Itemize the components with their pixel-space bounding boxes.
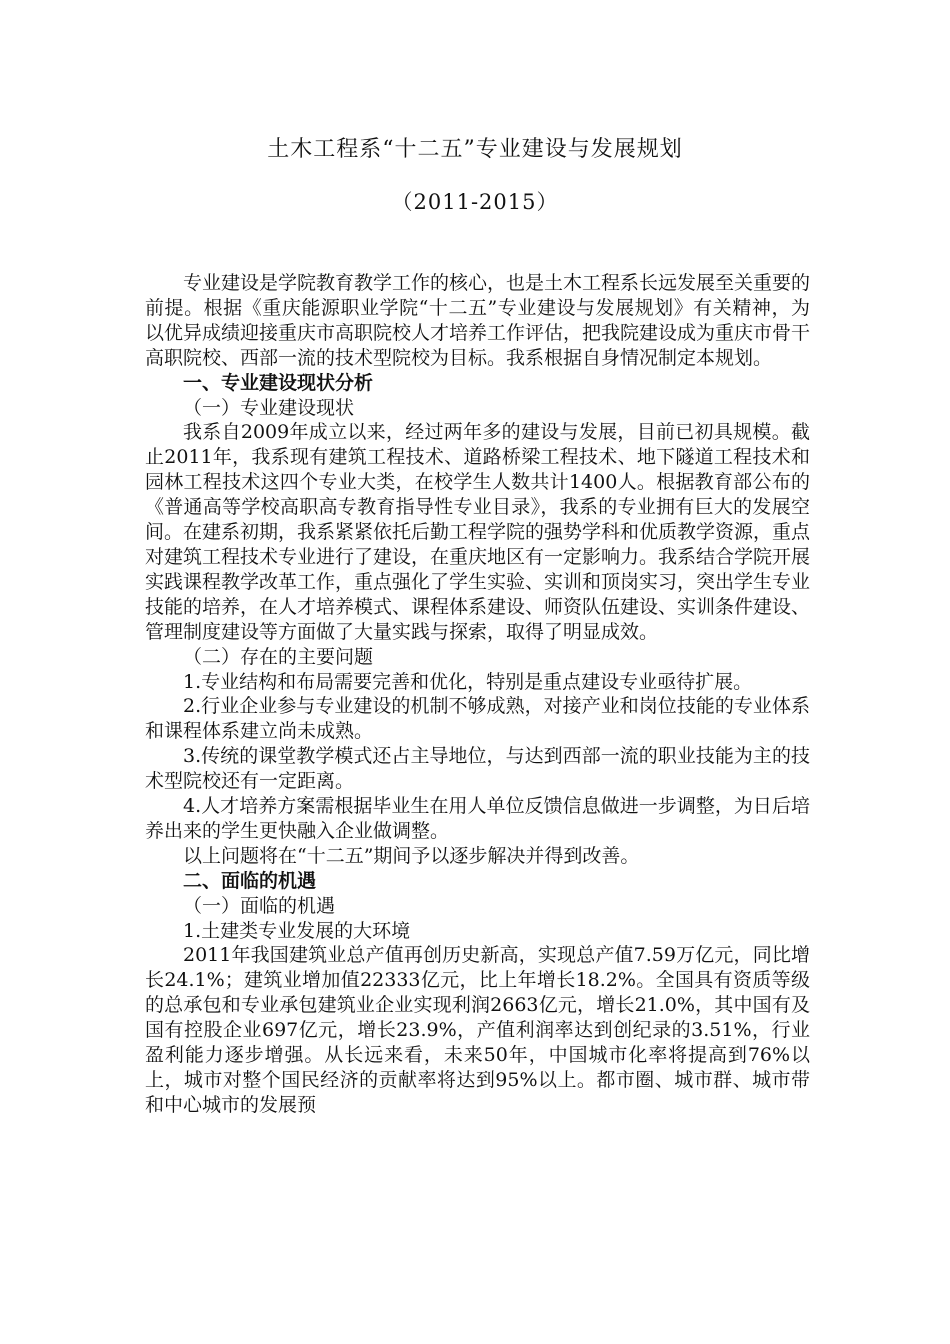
section-heading: 一、专业建设现状分析 [183, 371, 374, 394]
body-paragraph: 专业建设是学院教育教学工作的核心，也是土木工程系长远发展至关重要的前提。根据《重庆能源职业学院“十二五”专业建设与发展规划》有关精神，为以优异成绩迎接重庆市高职院校人才培养工作评估，把我院建设成为重庆市骨干高职院校、西部一流的技术型院校为目标。我系根据自身情况制定本规划。 [145, 272, 811, 369]
body-paragraph: 以上问题将在“十二五”期间予以逐步解决并得到改善。 [183, 844, 640, 867]
list-item: 4.人才培养方案需根据毕业生在用人单位反馈信息做进一步调整，为日后培养出来的学生更快融入企业做调整。 [145, 795, 810, 842]
subsection-heading: （一）专业建设现状 [183, 396, 355, 419]
document-title: 土木工程系“十二五”专业建设与发展规划 [267, 137, 683, 162]
subsection-heading: 1.土建类专业发展的大环境 [183, 919, 411, 942]
list-item: 3.传统的课堂教学模式还占主导地位，与达到西部一流的职业技能为主的技术型院校还有一定距离。 [145, 745, 810, 793]
document-body [145, 271, 810, 1118]
list-item: 1.专业结构和布局需要完善和优化，特别是重点建设专业亟待扩展。 [183, 670, 753, 693]
list-item: 2.行业企业参与专业建设的机制不够成熟，对接产业和岗位技能的专业体系和课程体系建立尚未成熟。 [145, 695, 810, 743]
subsection-heading: （一）面临的机遇 [183, 894, 336, 917]
document-subtitle: （2011-2015） [391, 190, 559, 214]
section-heading: 二、面临的机遇 [183, 869, 317, 892]
body-paragraph: 我系自2009年成立以来，经过两年多的建设与发展，目前已初具规模。截止2011年，我系现有建筑工程技术、道路桥梁工程技术、地下隧道工程技术和园林工程技术这四个专业大类，在校学生人数共计1400人。根据教育部公布的《普通高等学校高职高专教育指导性专业目录》，我系的专业拥有巨大的发展空间。在建系初期，我系紧紧依托后勤工程学院的强势学科和优质教学资源，重点对建筑工程技术专业进行了建设，在重庆地区有一定影响力。我系结合学院开展实践课程教学改革工作，重点强化了学生实验、实训和顶岗实习，突出学生专业技能的培养，在人才培养模式、课程体系建设、师资队伍建设、实训条件建设、管理制度建设等方面做了大量实践与探索，取得了明显成效。 [145, 421, 811, 643]
subsection-heading: （二）存在的主要问题 [183, 645, 374, 668]
body-paragraph: 2011年我国建筑业总产值再创历史新高，实现总产值7.59万亿元，同比增长24.1%；建筑业增加值22333亿元，比上年增长18.2%。全国具有资质等级的总承包和专业承包建筑业企业实现利润2663亿元，增长21.0%，其中国有及国有控股企业697亿元，增长23.9%，产值利润率达到创纪录的3.51%，行业盈利能力逐步增强。从长远来看，未来50年，中国城市化率将提高到76%以上，城市对整个国民经济的贡献率将达到95%以上。都市圈、城市群、城市带和中心城市的发展预 [145, 944, 810, 1116]
